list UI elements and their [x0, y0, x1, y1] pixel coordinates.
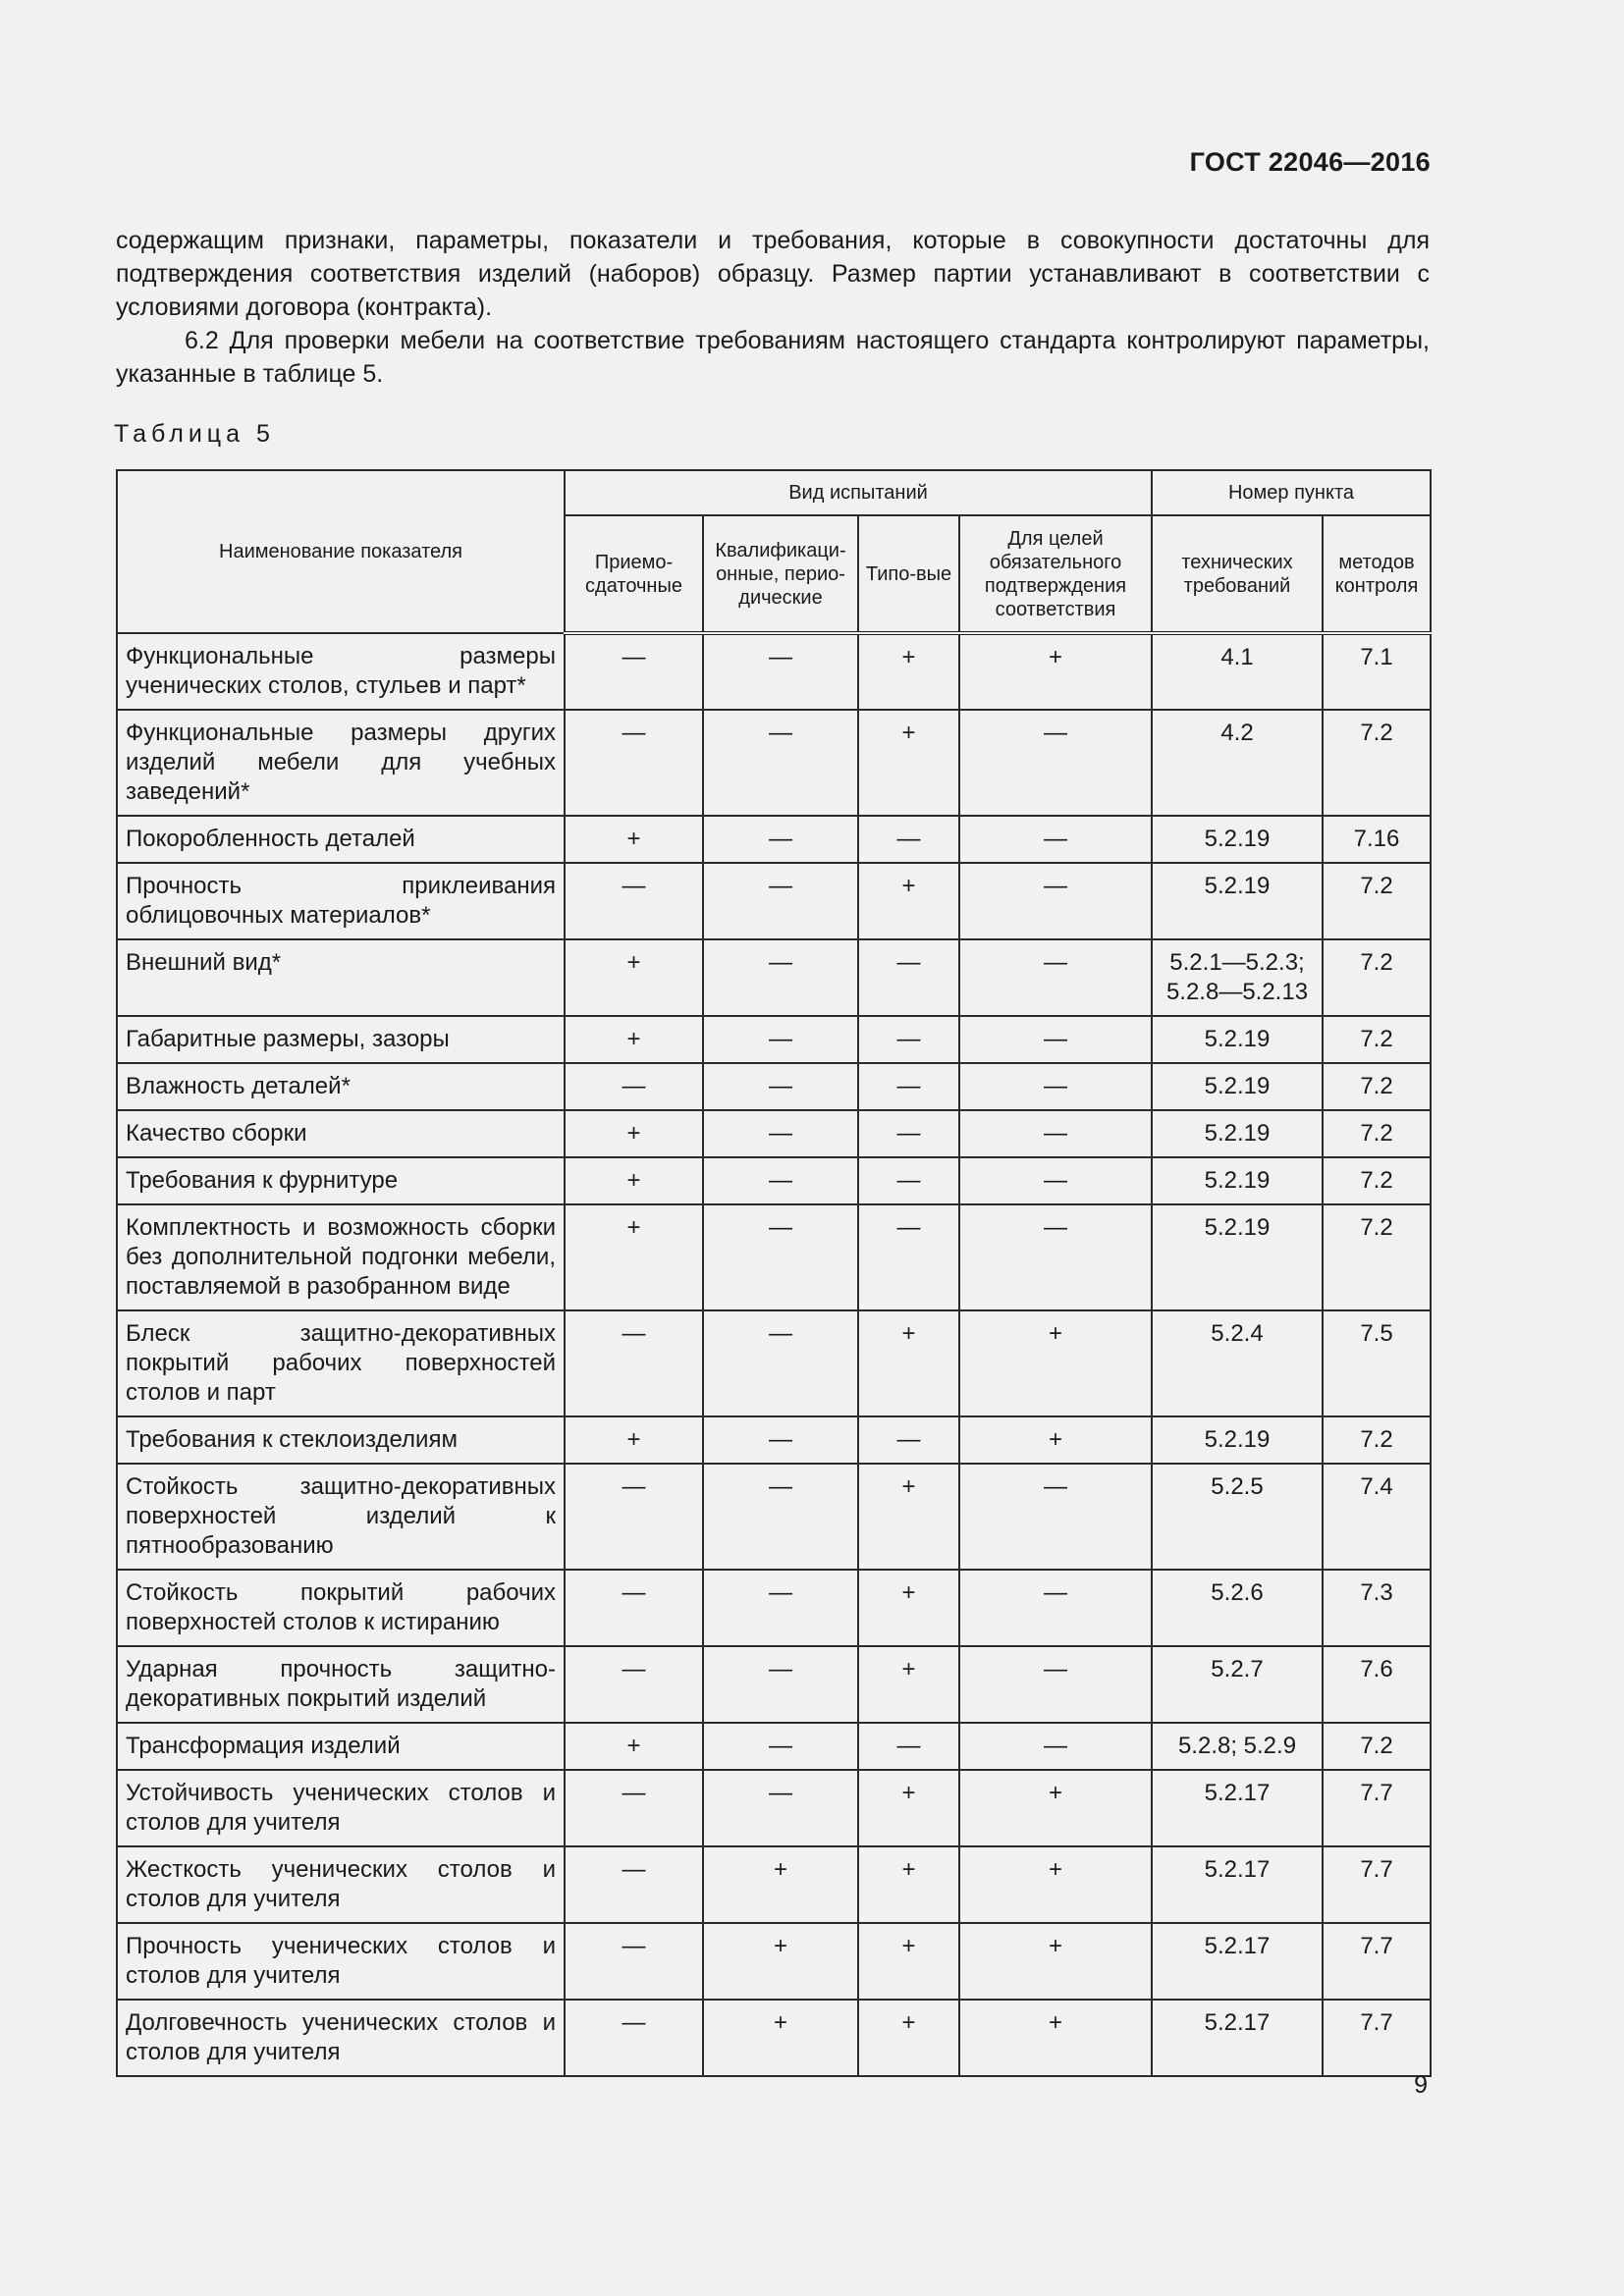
cell-qualification: —: [703, 1770, 858, 1846]
cell-mandatory: —: [959, 1723, 1152, 1770]
cell-acceptance: —: [565, 1923, 703, 2000]
cell-technical-requirement: 5.2.7: [1152, 1646, 1323, 1723]
cell-indicator-name: Ударная прочность защитно-декоративных покрытий изделий: [117, 1646, 565, 1723]
cell-type: +: [858, 633, 959, 710]
cell-type: +: [858, 710, 959, 816]
cell-type: —: [858, 1016, 959, 1063]
cell-type: —: [858, 1204, 959, 1310]
cell-acceptance: —: [565, 2000, 703, 2076]
cell-control-method: 7.2: [1323, 1157, 1431, 1204]
cell-qualification: —: [703, 816, 858, 863]
cell-acceptance: —: [565, 1646, 703, 1723]
table-row: [117, 1723, 1431, 1770]
cell-qualification: +: [703, 1923, 858, 2000]
cell-type: +: [858, 1646, 959, 1723]
cell-mandatory: —: [959, 1157, 1152, 1204]
cell-type: +: [858, 1923, 959, 2000]
paragraph-continuation: содержащим признаки, параметры, показатели и требования, которые в совокупности достаточны для подтверждения соответствия изделий (наборов) образцу. Размер партии устанавливают в соответствии с условиями договора (контракта).: [116, 227, 1430, 321]
table-row: [117, 1157, 1431, 1204]
cell-mandatory: +: [959, 1770, 1152, 1846]
cell-qualification: —: [703, 939, 858, 1016]
cell-indicator-name: Стойкость защитно-декоративных поверхностей изделий к пятнообразованию: [117, 1464, 565, 1570]
paragraph-6-2: 6.2 Для проверки мебели на соответствие требованиям настоящего стандарта контролируют параметры, указанные в таблице 5.: [116, 327, 1430, 388]
cell-technical-requirement: 5.2.8; 5.2.9: [1152, 1723, 1323, 1770]
cell-technical-requirement: 5.2.17: [1152, 1923, 1323, 2000]
cell-acceptance: —: [565, 1464, 703, 1570]
cell-acceptance: +: [565, 816, 703, 863]
cell-technical-requirement: 5.2.19: [1152, 1204, 1323, 1310]
table-row: [117, 1016, 1431, 1063]
cell-qualification: +: [703, 2000, 858, 2076]
cell-qualification: —: [703, 1016, 858, 1063]
cell-type: +: [858, 1846, 959, 1923]
cell-mandatory: —: [959, 939, 1152, 1016]
table-row: [117, 1204, 1431, 1310]
table-row: [117, 1063, 1431, 1110]
cell-indicator-name: Прочность ученических столов и столов для учителя: [117, 1923, 565, 2000]
table-row: [117, 939, 1431, 1016]
table-row: [117, 1110, 1431, 1157]
header-test-type-group: Вид испытаний: [565, 470, 1152, 515]
cell-qualification: —: [703, 1570, 858, 1646]
cell-qualification: —: [703, 1464, 858, 1570]
cell-qualification: —: [703, 1157, 858, 1204]
cell-indicator-name: Габаритные размеры, зазоры: [117, 1016, 565, 1063]
header-name-column: Наименование показателя: [117, 470, 565, 633]
cell-mandatory: —: [959, 1016, 1152, 1063]
cell-control-method: 7.2: [1323, 1110, 1431, 1157]
cell-qualification: —: [703, 633, 858, 710]
cell-mandatory: —: [959, 1646, 1152, 1723]
table-row: [117, 1770, 1431, 1846]
cell-acceptance: +: [565, 1016, 703, 1063]
cell-mandatory: +: [959, 1416, 1152, 1464]
cell-indicator-name: Требования к фурнитуре: [117, 1157, 565, 1204]
cell-acceptance: —: [565, 863, 703, 939]
table-caption: Таблица 5: [114, 420, 275, 448]
cell-type: +: [858, 2000, 959, 2076]
cell-qualification: —: [703, 863, 858, 939]
cell-control-method: 7.2: [1323, 939, 1431, 1016]
cell-control-method: 7.2: [1323, 863, 1431, 939]
cell-indicator-name: Стойкость покрытий рабочих поверхностей столов к истиранию: [117, 1570, 565, 1646]
cell-indicator-name: Функциональные размеры других изделий мебели для учебных заведений*: [117, 710, 565, 816]
header-mandatory-conformity: Для целей обязательного подтверждения соответствия: [959, 515, 1152, 633]
cell-type: —: [858, 816, 959, 863]
cell-indicator-name: Комплектность и возможность сборки без дополнительной подгонки мебели, поставляемой в разобранном виде: [117, 1204, 565, 1310]
cell-mandatory: +: [959, 1923, 1152, 2000]
parameters-table: [116, 469, 1432, 2077]
cell-qualification: —: [703, 1416, 858, 1464]
cell-technical-requirement: 5.2.4: [1152, 1310, 1323, 1416]
cell-acceptance: —: [565, 710, 703, 816]
cell-control-method: 7.7: [1323, 1770, 1431, 1846]
table-row: [117, 1310, 1431, 1416]
cell-acceptance: +: [565, 1723, 703, 1770]
table-row: [117, 2000, 1431, 2076]
cell-technical-requirement: 5.2.17: [1152, 2000, 1323, 2076]
cell-technical-requirement: 5.2.5: [1152, 1464, 1323, 1570]
cell-control-method: 7.2: [1323, 1204, 1431, 1310]
cell-type: +: [858, 1464, 959, 1570]
cell-indicator-name: Покоробленность деталей: [117, 816, 565, 863]
cell-qualification: —: [703, 1310, 858, 1416]
cell-indicator-name: Прочность приклеивания облицовочных материалов*: [117, 863, 565, 939]
cell-mandatory: —: [959, 710, 1152, 816]
cell-control-method: 7.6: [1323, 1646, 1431, 1723]
cell-mandatory: +: [959, 2000, 1152, 2076]
cell-qualification: —: [703, 1646, 858, 1723]
cell-mandatory: —: [959, 1464, 1152, 1570]
cell-technical-requirement: 4.2: [1152, 710, 1323, 816]
cell-indicator-name: Блеск защитно-декоративных покрытий рабочих поверхностей столов и парт: [117, 1310, 565, 1416]
cell-type: —: [858, 939, 959, 1016]
cell-acceptance: +: [565, 939, 703, 1016]
cell-control-method: 7.2: [1323, 1063, 1431, 1110]
cell-mandatory: +: [959, 1310, 1152, 1416]
table-row: [117, 710, 1431, 816]
cell-mandatory: +: [959, 1846, 1152, 1923]
cell-type: +: [858, 1770, 959, 1846]
cell-mandatory: —: [959, 863, 1152, 939]
cell-control-method: 7.7: [1323, 1846, 1431, 1923]
cell-control-method: 7.4: [1323, 1464, 1431, 1570]
cell-acceptance: —: [565, 1310, 703, 1416]
cell-control-method: 7.7: [1323, 2000, 1431, 2076]
cell-control-method: 7.16: [1323, 816, 1431, 863]
cell-qualification: —: [703, 1723, 858, 1770]
cell-indicator-name: Жесткость ученических столов и столов для учителя: [117, 1846, 565, 1923]
cell-mandatory: +: [959, 633, 1152, 710]
cell-acceptance: —: [565, 633, 703, 710]
cell-acceptance: —: [565, 1570, 703, 1646]
cell-indicator-name: Устойчивость ученических столов и столов для учителя: [117, 1770, 565, 1846]
cell-control-method: 7.7: [1323, 1923, 1431, 2000]
header-technical-requirements: технических требований: [1152, 515, 1323, 633]
cell-type: —: [858, 1063, 959, 1110]
page-number: 9: [1414, 2071, 1428, 2099]
cell-acceptance: —: [565, 1063, 703, 1110]
table-row: [117, 1416, 1431, 1464]
cell-acceptance: —: [565, 1770, 703, 1846]
cell-indicator-name: Функциональные размеры ученических столов, стульев и парт*: [117, 633, 565, 710]
cell-technical-requirement: 5.2.17: [1152, 1846, 1323, 1923]
cell-indicator-name: Влажность деталей*: [117, 1063, 565, 1110]
cell-technical-requirement: 5.2.19: [1152, 1016, 1323, 1063]
table-row: [117, 633, 1431, 710]
cell-acceptance: +: [565, 1204, 703, 1310]
cell-mandatory: —: [959, 816, 1152, 863]
header-control-methods: методов контроля: [1323, 515, 1431, 633]
header-acceptance: Приемо-сдаточные: [565, 515, 703, 633]
cell-control-method: 7.2: [1323, 1416, 1431, 1464]
cell-technical-requirement: 5.2.19: [1152, 863, 1323, 939]
table-row: [117, 1646, 1431, 1723]
table-row: [117, 816, 1431, 863]
table-body: [117, 633, 1431, 2076]
cell-technical-requirement: 5.2.19: [1152, 1157, 1323, 1204]
cell-indicator-name: Качество сборки: [117, 1110, 565, 1157]
cell-control-method: 7.3: [1323, 1570, 1431, 1646]
table-row: [117, 1464, 1431, 1570]
cell-qualification: —: [703, 1063, 858, 1110]
cell-technical-requirement: 5.2.17: [1152, 1770, 1323, 1846]
cell-indicator-name: Требования к стеклоизделиям: [117, 1416, 565, 1464]
cell-mandatory: —: [959, 1204, 1152, 1310]
cell-type: —: [858, 1416, 959, 1464]
cell-acceptance: +: [565, 1110, 703, 1157]
cell-technical-requirement: 5.2.19: [1152, 816, 1323, 863]
cell-type: +: [858, 1570, 959, 1646]
cell-acceptance: —: [565, 1846, 703, 1923]
header-qualification: Квалификаци-онные, перио-дические: [703, 515, 858, 633]
cell-control-method: 7.2: [1323, 1016, 1431, 1063]
cell-indicator-name: Внешний вид*: [117, 939, 565, 1016]
cell-qualification: —: [703, 1204, 858, 1310]
document-id: ГОСТ 22046—2016: [1189, 147, 1431, 177]
cell-control-method: 7.2: [1323, 710, 1431, 816]
cell-technical-requirement: 5.2.1—5.2.3; 5.2.8—5.2.13: [1152, 939, 1323, 1016]
cell-control-method: 7.5: [1323, 1310, 1431, 1416]
cell-qualification: +: [703, 1846, 858, 1923]
cell-qualification: —: [703, 710, 858, 816]
cell-technical-requirement: 5.2.19: [1152, 1063, 1323, 1110]
cell-control-method: 7.2: [1323, 1723, 1431, 1770]
cell-type: —: [858, 1157, 959, 1204]
table-row: [117, 1923, 1431, 2000]
cell-indicator-name: Долговечность ученических столов и столов для учителя: [117, 2000, 565, 2076]
cell-technical-requirement: 5.2.19: [1152, 1110, 1323, 1157]
cell-mandatory: —: [959, 1110, 1152, 1157]
cell-type: —: [858, 1723, 959, 1770]
table-row: [117, 1570, 1431, 1646]
cell-technical-requirement: 5.2.6: [1152, 1570, 1323, 1646]
cell-mandatory: —: [959, 1570, 1152, 1646]
cell-type: +: [858, 863, 959, 939]
cell-acceptance: +: [565, 1157, 703, 1204]
cell-qualification: —: [703, 1110, 858, 1157]
cell-type: —: [858, 1110, 959, 1157]
cell-acceptance: +: [565, 1416, 703, 1464]
cell-type: +: [858, 1310, 959, 1416]
table-row: [117, 1846, 1431, 1923]
intro-text: [116, 224, 1430, 391]
cell-technical-requirement: 4.1: [1152, 633, 1323, 710]
cell-mandatory: —: [959, 1063, 1152, 1110]
cell-indicator-name: Трансформация изделий: [117, 1723, 565, 1770]
header-type: Типо-вые: [858, 515, 959, 633]
cell-control-method: 7.1: [1323, 633, 1431, 710]
cell-technical-requirement: 5.2.19: [1152, 1416, 1323, 1464]
table-row: [117, 863, 1431, 939]
header-clause-number-group: Номер пункта: [1152, 470, 1431, 515]
